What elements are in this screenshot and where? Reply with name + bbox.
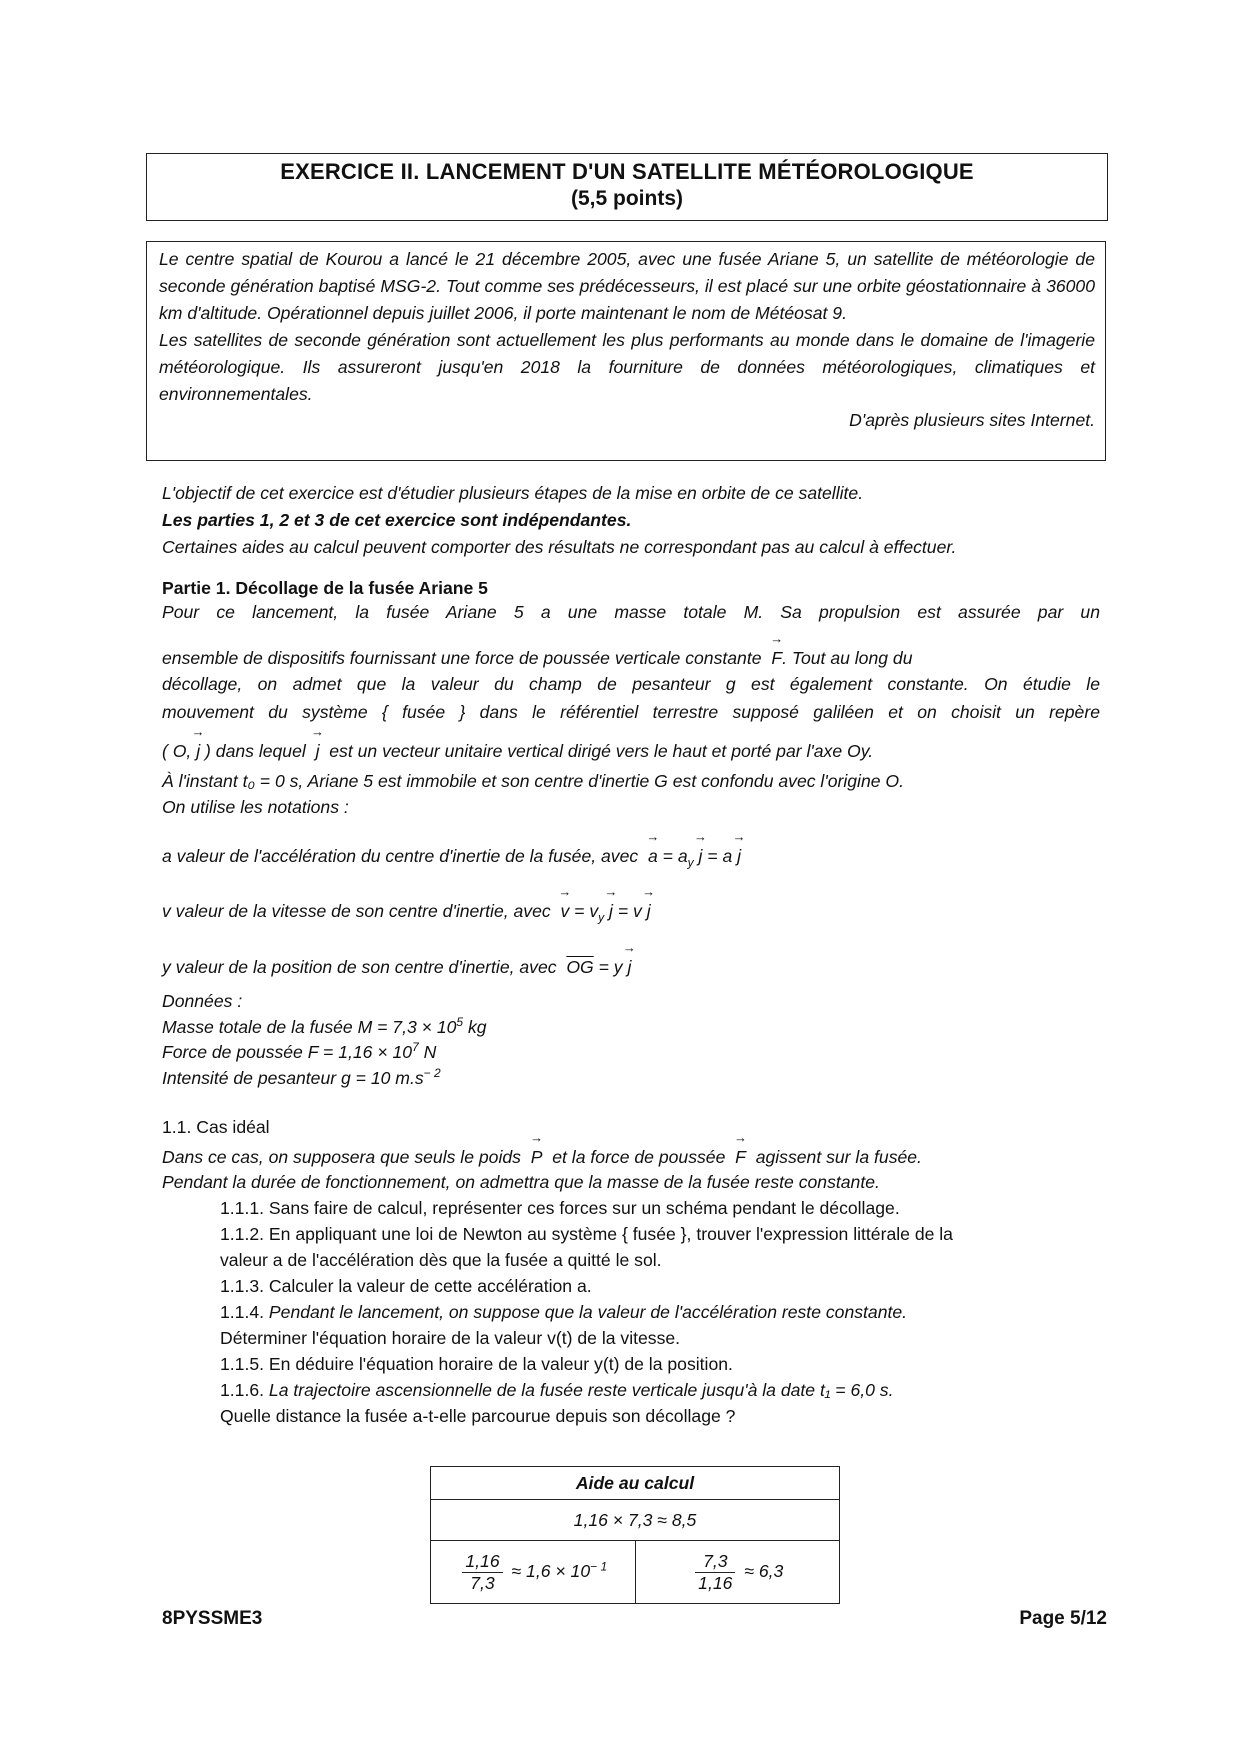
data-thrust: Force de poussée $F = 1,16 \times 10^7$ N [162,1040,437,1062]
vector-j: → j [196,741,200,762]
vector-F: → F [771,648,782,669]
vector-j: → j [316,741,320,762]
part1-line-1: Pour ce lancement, la fusée Ariane 5 a une masse totale M. Sa propulsion est assurée par un [162,602,1100,622]
part1-heading: Partie 1. Décollage de la fusée Ariane 5 [162,578,488,598]
part1-line-3: décollage, on admet que la valeur du champ de pesanteur g est également constante. On étudie le [162,674,1100,694]
data-label: Données : [162,991,243,1011]
intro-source: D'après plusieurs sites Internet. [849,410,1095,430]
objective-line-2: Les parties 1, 2 et 3 de cet exercice sont indépendantes. [162,510,632,530]
intro-paragraph-2: Les satellites de seconde génération sont actuellement les plus performants au monde dans le domaine de l'imagerie météorologique. Ils assureront jusqu'en 2018 la fourniture de données météorologiques, climatiques et environnementales. [159,330,1095,404]
intro-paragraph-1: Le centre spatial de Kourou a lancé le 21 décembre 2005, avec une fusée Ariane 5, un satellite de météorologie de seconde génération baptisé MSG-2. Tout comme ses prédécesseurs, il est placé sur une orbite géostationnaire à 36000 km d'altitude. Opérationnel depuis juillet 2006, il porte maintenant le nom de Météosat 9. [159,249,1095,323]
objective-line-1: L'objectif de cet exercice est d'étudier plusieurs étapes de la mise en orbite de ce satellite. [162,483,864,503]
question-1-1-6b: Quelle distance la fusée a-t-elle parcourue depuis son décollage ? [220,1406,736,1426]
objective-line-3: Certaines aides au calcul peuvent comporter des résultats ne correspondant pas au calcul à effectuer. [162,537,957,557]
part1-line-2: ensemble de dispositifs fournissant une force de poussée verticale constante → F. Tout au long du [162,648,1100,669]
exercise-title: EXERCICE II. LANCEMENT D'UN SATELLITE MÉTÉOROLOGIQUE [280,159,974,184]
question-1-1-2b: valeur a de l'accélération dès que la fusée a quitté le sol. [220,1250,662,1270]
calc-help-header: Aide au calcul [431,1467,840,1500]
calc-help-table [430,1466,840,1604]
question-1-1-4b: Déterminer l'équation horaire de la valeur v(t) de la vitesse. [220,1328,681,1348]
question-1-1-3: 1.1.3. Calculer la valeur de cette accélération a. [220,1276,592,1296]
footer-code: 8PYSSME3 [162,1608,263,1629]
calc-help-fraction-1: $\frac{1,16}{7,3}$ ≈ $1,6 \times 10^{- 1}$ [431,1541,636,1604]
section-1-1-line-2: Pendant la durée de fonctionnement, on admettra que la masse de la fusée reste constante. [162,1172,880,1192]
data-mass: Masse totale de la fusée $M = 7,3 \times 10^5$ kg [162,1015,487,1037]
calc-help-fraction-2: $\frac{7,3}{1,16}$ ≈ 6,3 [635,1541,840,1604]
question-1-1-6a: 1.1.6. La trajectoire ascensionnelle de la fusée reste verticale jusqu'à la date t₁ = 6,0 s. [220,1380,894,1400]
exercise-points: (5,5 points) [570,187,683,210]
section-1-1-line-1: Dans ce cas, on supposera que seuls le poids → P et la force de poussée → F agissent sur la fusée. [162,1147,1100,1168]
notation-acceleration: a valeur de l'accélération du centre d'inertie de la fusée, avec → $a = a_y \to j = a \to j$ [162,846,741,870]
part1-line-7: On utilise les notations : [162,797,349,817]
question-1-1-2a: 1.1.2. En appliquant une loi de Newton au système { fusée }, trouver l'expression littérale de la [220,1224,953,1244]
section-1-1-heading: 1.1. Cas idéal [162,1117,270,1137]
question-1-1-4a: 1.1.4. Pendant le lancement, on suppose que la valeur de l'accélération reste constante. [220,1302,908,1322]
exercise-title-box [146,153,1108,221]
part1-line-5: ( O, → j ) dans lequel → j est un vecteur unitaire vertical dirigé vers le haut et porté par l'axe Oy. [162,741,1100,762]
notation-position: y valeur de la position de son centre d'inertie, avec $\overline{OG} = y \to j$ [162,957,631,978]
question-1-1-1: 1.1.1. Sans faire de calcul, représenter ces forces sur un schéma pendant le décollage. [220,1198,900,1218]
part1-line-6: À l'instant t₀ = 0 s, Ariane 5 est immobile et son centre d'inertie G est confondu avec l'origine O. [162,771,904,791]
notation-velocity: v valeur de la vitesse de son centre d'inertie, avec → $v = v_y \to j = v \to j$ [162,901,651,925]
data-gravity: Intensité de pesanteur g = 10 $m.s^{- 2}$ [162,1066,441,1088]
calc-help-row-1: 1,16 × 7,3 ≈ 8,5 [431,1500,840,1541]
question-1-1-5: 1.1.5. En déduire l'équation horaire de la valeur y(t) de la position. [220,1354,733,1374]
intro-box [146,241,1106,461]
footer-page-number: Page 5/12 [1019,1608,1107,1629]
part1-line-4: mouvement du système { fusée } dans le référentiel terrestre supposé galiléen et on choisit un repère [162,702,1100,722]
